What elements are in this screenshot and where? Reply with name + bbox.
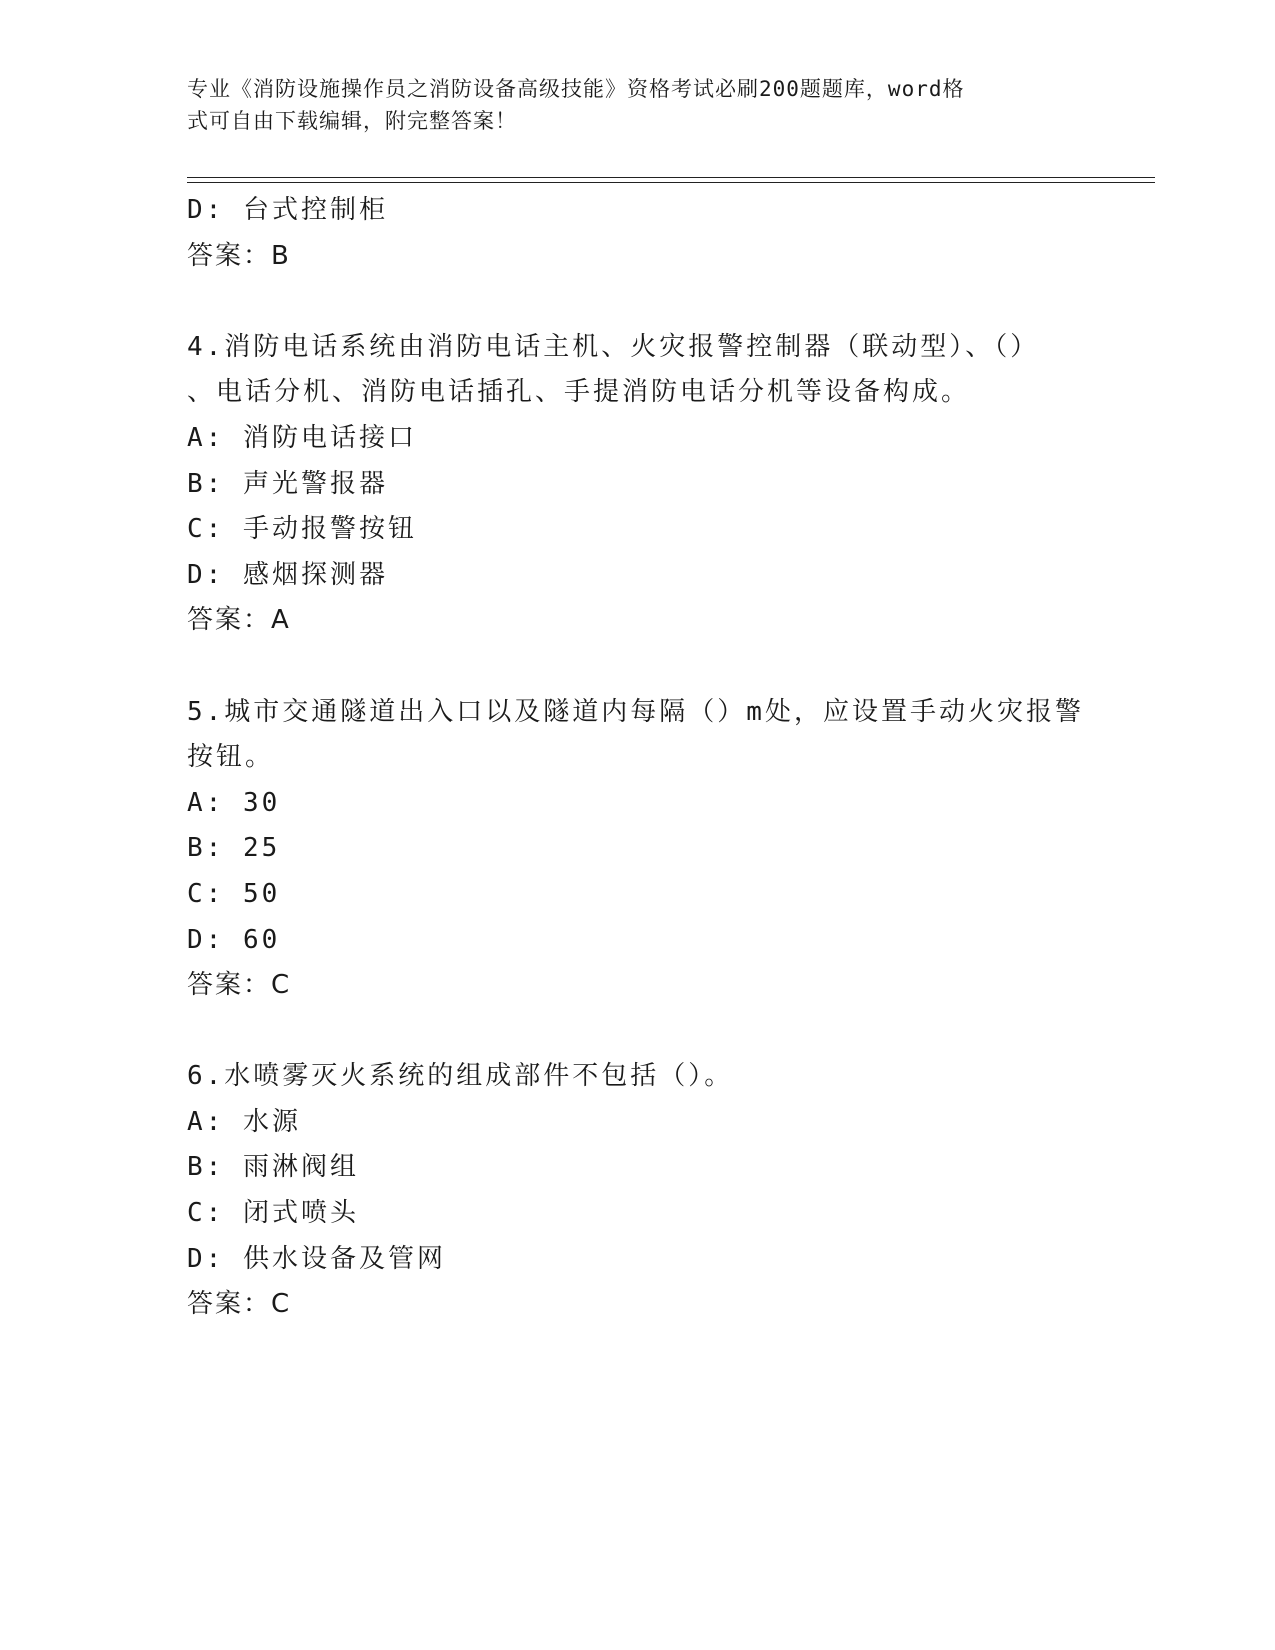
question-stem-line-2: 按钮。 xyxy=(187,742,275,773)
header-line-1: 专业《消防设施操作员之消防设备高级技能》资格考试必刷200题题库，word格 xyxy=(187,77,965,101)
option-c: C: 50 xyxy=(187,878,281,909)
header-divider-bottom xyxy=(187,182,1155,183)
option-b: B: 雨淋阀组 xyxy=(187,1152,359,1183)
option-b: B: 声光警报器 xyxy=(187,468,388,499)
spacer xyxy=(187,644,1107,690)
option-a: A: 30 xyxy=(187,787,281,818)
answer: 答案：C xyxy=(187,1289,292,1320)
question-stem-line-1: 5.城市交通隧道出入口以及隧道内每隔（）m处，应设置手动火灾报警 xyxy=(187,696,1084,727)
option-b: B: 25 xyxy=(187,833,281,864)
option-a: A: 水源 xyxy=(187,1106,301,1137)
question-3-tail xyxy=(187,188,1107,279)
option-c: C: 闭式喷头 xyxy=(187,1198,359,1229)
answer: 答案：C xyxy=(187,970,292,1001)
document-header xyxy=(187,73,1087,137)
question-5 xyxy=(187,690,1107,1009)
question-stem-line-2: 、电话分机、消防电话插孔、手提消防电话分机等设备构成。 xyxy=(187,377,971,408)
option-c: C: 手动报警按钮 xyxy=(187,514,417,545)
question-list xyxy=(187,188,1107,1328)
answer: 答案：B xyxy=(187,240,291,271)
option-d: D: 感烟探测器 xyxy=(187,559,388,590)
question-4 xyxy=(187,325,1107,644)
answer: 答案：A xyxy=(187,605,291,636)
option-d: D: 供水设备及管网 xyxy=(187,1243,446,1274)
question-6 xyxy=(187,1054,1107,1328)
option-d: D: 60 xyxy=(187,924,281,955)
header-divider-top xyxy=(187,177,1155,178)
header-line-2: 式可自由下载编辑，附完整答案！ xyxy=(187,109,517,133)
question-stem-line-1: 6.水喷雾灭火系统的组成部件不包括（）。 xyxy=(187,1061,734,1092)
option-a: A: 消防电话接口 xyxy=(187,422,417,453)
spacer xyxy=(187,1009,1107,1055)
option-d: D: 台式控制柜 xyxy=(187,195,388,225)
spacer xyxy=(187,279,1107,325)
question-stem-line-1: 4.消防电话系统由消防电话主机、火灾报警控制器（联动型）、（） xyxy=(187,331,1040,362)
